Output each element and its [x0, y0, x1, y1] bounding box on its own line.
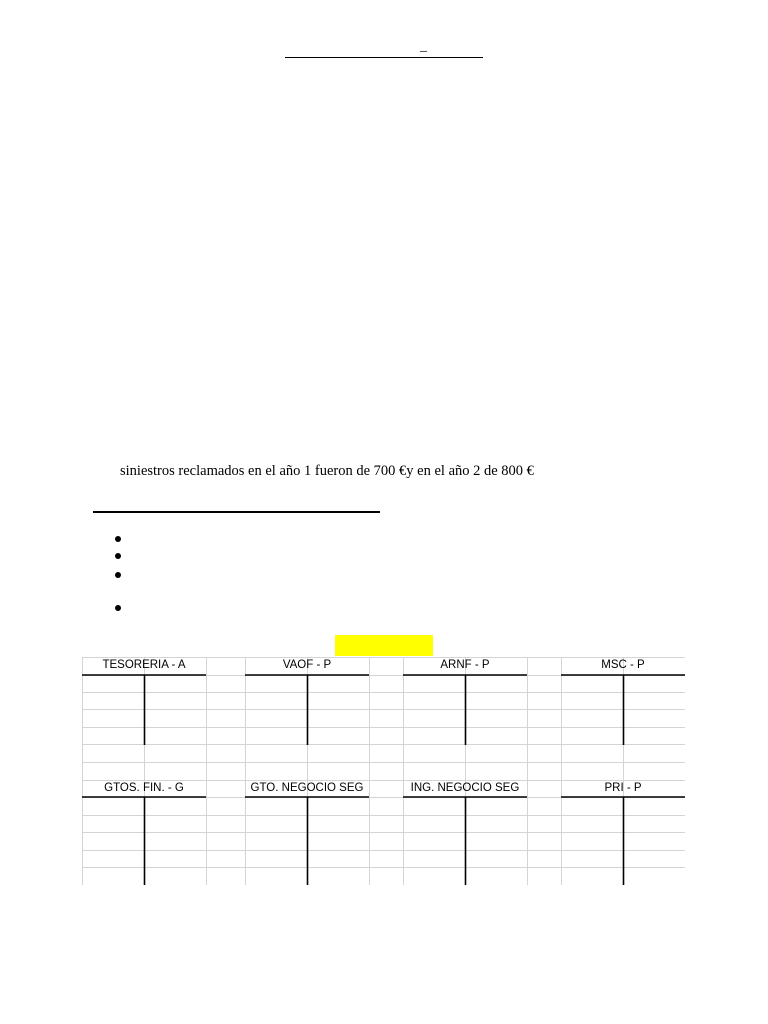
t-account-header-tesoreria: TESORERIA - A [102, 659, 186, 671]
t-account-header-arnf: ARNF - P [440, 659, 490, 671]
t-accounts-grid [82, 657, 685, 885]
bullet-4 [115, 605, 121, 611]
t-account-header-ing-negocio: ING. NEGOCIO SEG [410, 782, 520, 794]
title-underline [285, 57, 483, 58]
bullet-2 [115, 553, 121, 559]
claims-sentence: siniestros reclamados en el año 1 fueron de 700 €y en el año 2 de 800 € [120, 463, 534, 479]
t-account-header-gtos-fin: GTOS. FIN. - G [104, 782, 184, 794]
t-account-header-vaof: VAOF - P [282, 659, 332, 671]
bullet-1 [115, 536, 121, 542]
grid-lines [82, 657, 685, 885]
highlight-cell [335, 635, 433, 656]
t-account-header-msc: MSC - P [601, 659, 645, 671]
section-underline [93, 511, 380, 513]
t-account-header-gto-negocio: GTO. NEGOCIO SEG [250, 782, 364, 794]
t-account-header-pri: PRI - P [604, 782, 642, 794]
bullet-3 [115, 572, 121, 578]
title-dash: _ [420, 39, 427, 54]
